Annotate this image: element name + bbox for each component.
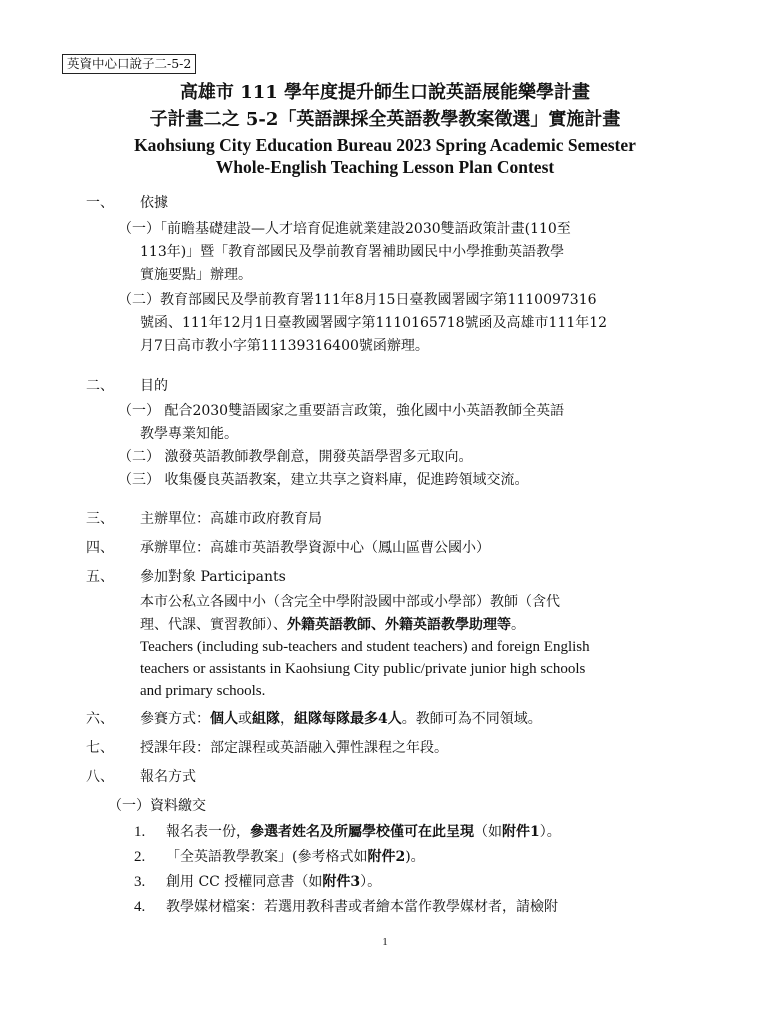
list-item-2-number: 2.: [134, 849, 146, 865]
section-5-highlight: 外籍英語教師、外籍英語教學助理等: [287, 617, 511, 633]
section-1-item-1-line-1: （一）「前瞻基礎建設—人才培育促進就業建設2030雙語政策計畫(110至: [118, 221, 571, 237]
section-3-organizer: 主辦單位：高雄市政府教育局: [140, 511, 322, 527]
section-6-number: 六、: [86, 711, 114, 727]
section-6-participation: 參賽方式：個人或組隊，組隊每隊最多4人。教師可為不同領域。: [140, 711, 542, 727]
page-number: 1: [382, 936, 388, 948]
document-code-tag: 英資中心口說子二-5-2: [62, 54, 196, 74]
section-1-number: 一、: [86, 195, 114, 211]
section-4-co-organizer: 承辦單位：高雄市英語教學資源中心（鳳山區曹公國小）: [140, 540, 490, 556]
title-line-1: 高雄市 111 學年度提升師生口說英語展能樂學計畫: [179, 82, 591, 103]
list-item-4: 教學媒材檔案：若選用教科書或者繪本當作教學媒材者，請檢附: [166, 899, 558, 915]
title-line-2: 子計畫二之 5-2「英語課採全英語教學教案徵選」實施計畫: [149, 109, 621, 130]
list-item-3: 創用 CC 授權同意書（如附件3）。: [166, 874, 382, 890]
section-7-grades: 授課年段：部定課程或英語融入彈性課程之年段。: [140, 740, 448, 756]
section-2-item-2: （二） 激發英語教師教學創意，開發英語學習多元取向。: [118, 449, 473, 465]
section-5-chinese-line-2: 理、代課、實習教師）、外籍英語教師、外籍英語教學助理等。: [140, 617, 525, 633]
section-1-heading: 依據: [140, 195, 168, 211]
list-item-4-number: 4.: [134, 899, 146, 915]
section-2-number: 二、: [86, 378, 114, 394]
section-1-item-2-line-3: 月7日高市教小字第11139316400號函辦理。: [140, 338, 429, 354]
section-8-subheading: （一）資料繳交: [108, 798, 206, 814]
list-item-2: 「全英語教學教案」(參考格式如附件2)。: [166, 849, 425, 865]
section-5-chinese-line-1: 本市公私立各國中小（含完全中學附設國中部或小學部）教師（含代: [140, 594, 560, 610]
section-5-english-line-1: Teachers (including sub-teachers and student teachers) and foreign English: [140, 639, 590, 655]
section-3-number: 三、: [86, 511, 114, 527]
section-1-item-1-line-3: 實施要點」辦理。: [140, 267, 252, 283]
list-item-3-number: 3.: [134, 874, 146, 890]
list-item-1: 報名表一份，參選者姓名及所屬學校僅可在此呈現（如附件1）。: [166, 824, 561, 840]
title-line-english-1: Kaohsiung City Education Bureau 2023 Spring Academic Semester: [134, 135, 636, 155]
section-5-english-line-3: and primary schools.: [140, 683, 266, 699]
section-1-item-1-line-2: 113年)」暨「教育部國民及學前教育署補助國民中小學推動英語教學: [140, 244, 565, 260]
title-line-english-2: Whole-English Teaching Lesson Plan Contest: [215, 157, 555, 177]
list-item-1-number: 1.: [134, 824, 146, 840]
section-5-heading: 參加對象 Participants: [140, 569, 286, 585]
section-2-heading: 目的: [140, 378, 168, 394]
section-7-number: 七、: [86, 740, 114, 756]
section-2-item-1-line-1: （一） 配合2030雙語國家之重要語言政策，強化國中小英語教師全英語: [118, 403, 565, 419]
section-5-number: 五、: [86, 569, 114, 585]
section-4-number: 四、: [86, 540, 114, 556]
section-1-item-2-line-1: （二）教育部國民及學前教育署111年8月15日臺教國署國字第1110097316: [118, 292, 597, 308]
section-2-item-3: （三） 收集優良英語教案，建立共享之資料庫，促進跨領域交流。: [118, 472, 529, 488]
title-block: [0, 80, 770, 178]
section-1-item-2-line-2: 號函、111年12月1日臺教國署國字第1110165718號函及高雄市111年12: [140, 315, 608, 331]
section-5-english-line-2: teachers or assistants in Kaohsiung City public/private junior high schools: [140, 661, 586, 677]
section-8-number: 八、: [86, 769, 114, 785]
section-8-heading: 報名方式: [140, 769, 196, 785]
section-2-item-1-line-2: 教學專業知能。: [140, 426, 238, 442]
